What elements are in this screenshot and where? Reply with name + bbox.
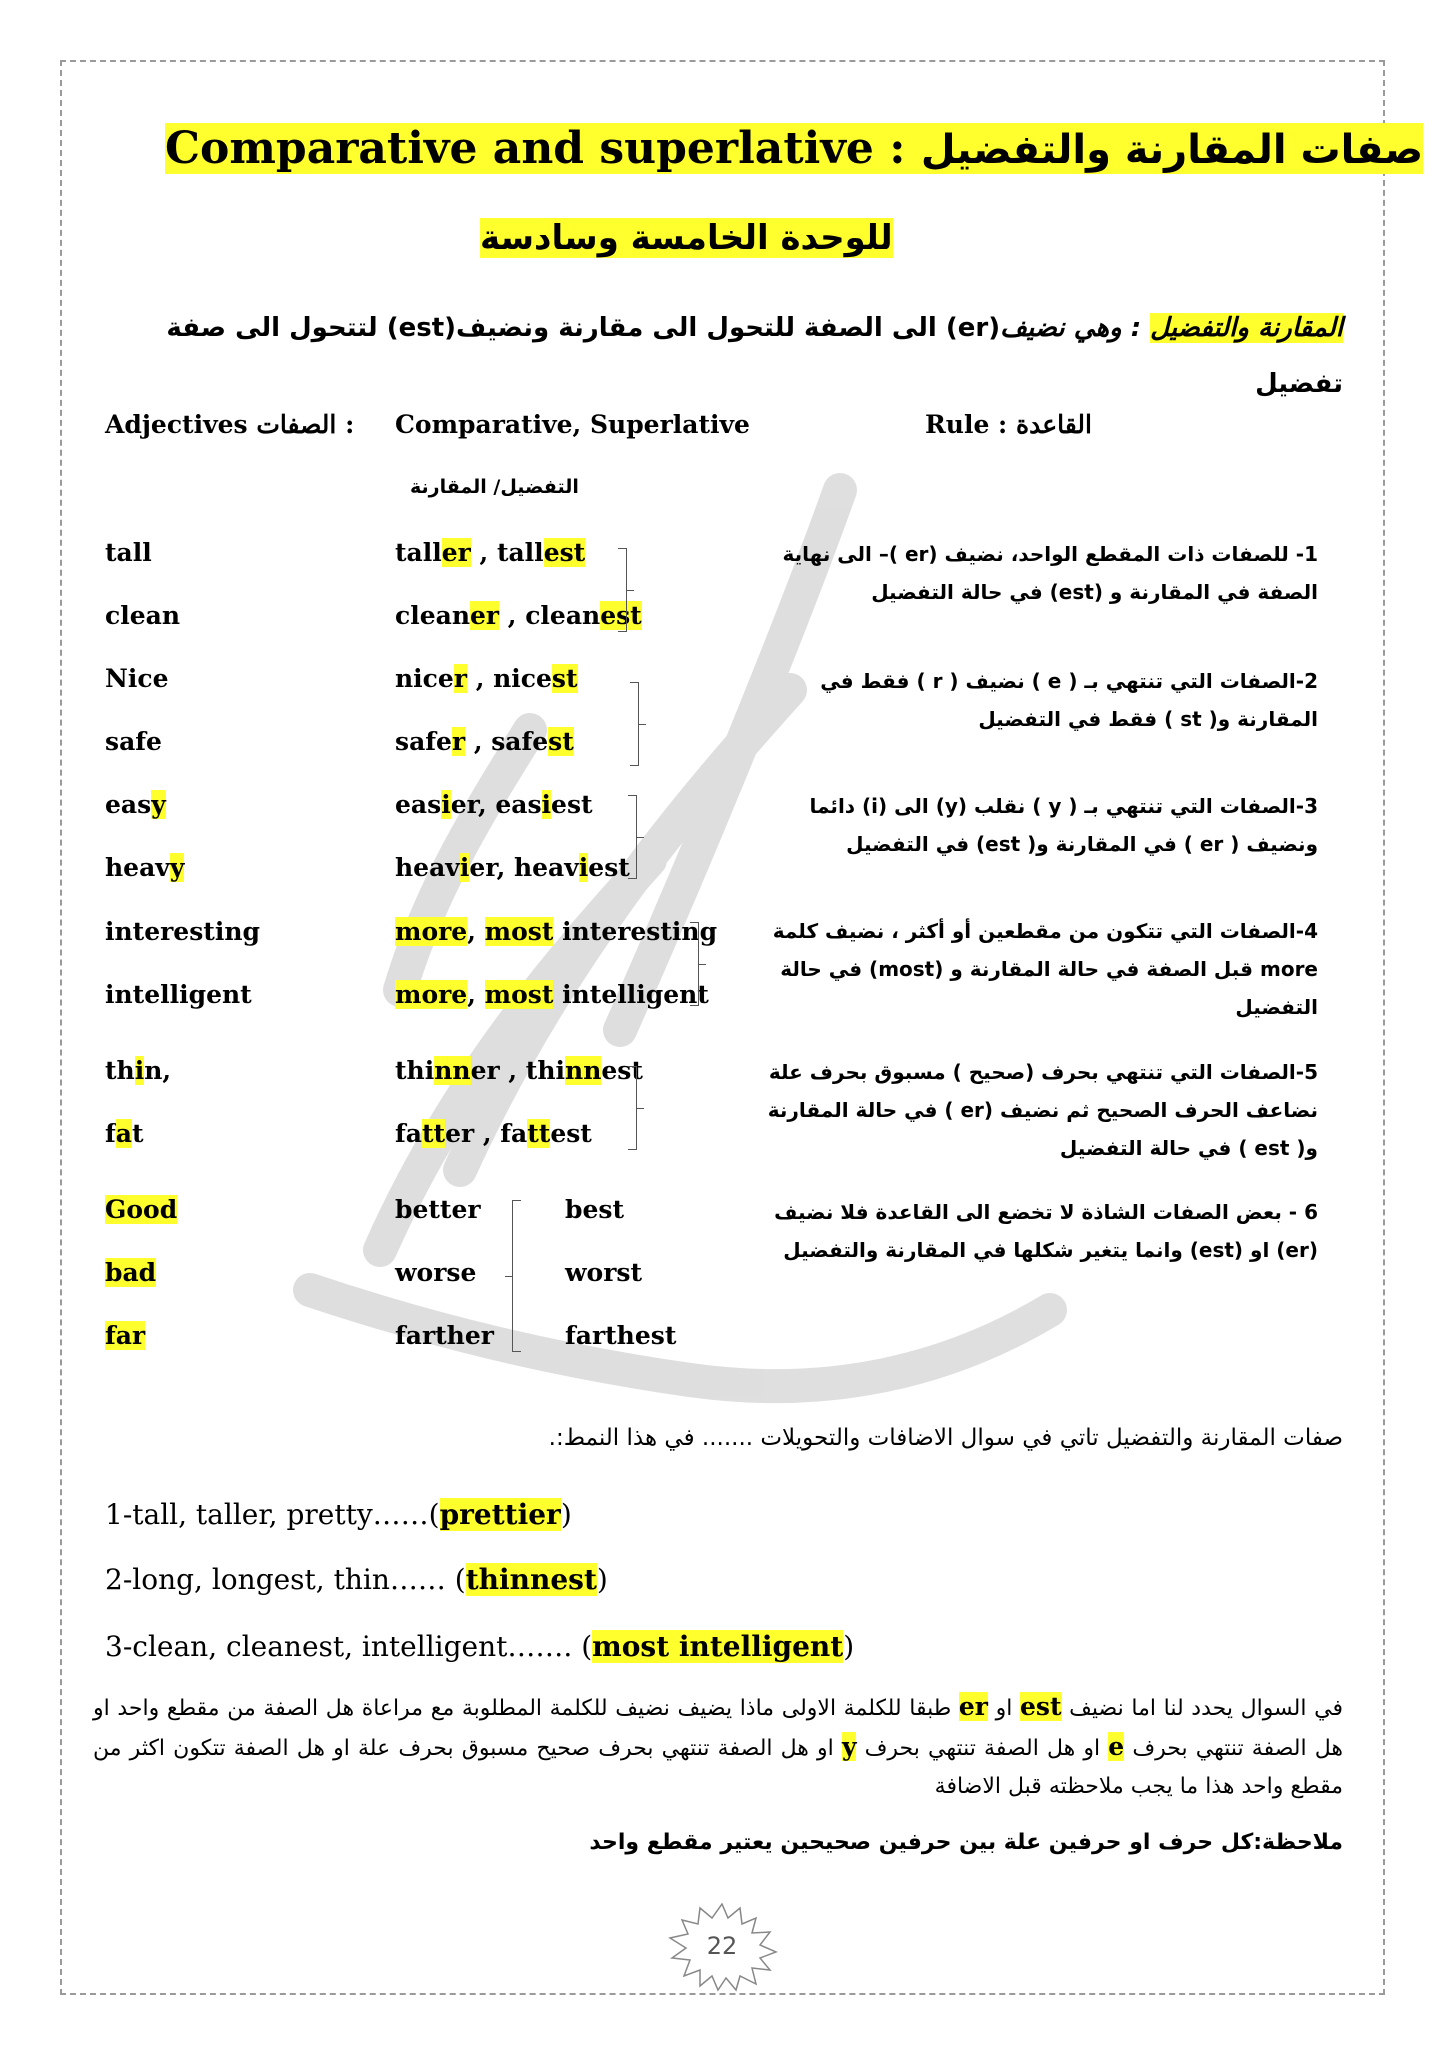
- example-2: 2-long, longest, thin…… (thinnest): [105, 1563, 608, 1596]
- bracket: [630, 682, 639, 766]
- table-row-form: more, most interesting: [395, 917, 718, 946]
- header-adjectives: Adjectives الصفات :: [105, 410, 355, 439]
- irregular-row: far: [105, 1321, 146, 1350]
- title-arabic: صفات المقارنة والتفضيل: [920, 127, 1424, 173]
- table-row-form: easier, easiest: [395, 790, 593, 819]
- table-row-form: more, most intelligent: [395, 980, 709, 1009]
- example-3: 3-clean, cleanest, intelligent……. (most intelligent): [105, 1630, 855, 1663]
- intro-paragraph: المقارنة والتفضيل : وهي نضيف(er) الى الصفة للتحول الى مقارنة ونضيف(est) لتتحول الى صفة تفضيل: [166, 313, 1343, 399]
- table-row: fat: [105, 1119, 144, 1148]
- table-row: Nice: [105, 664, 169, 693]
- title-english: Comparative and superlative :: [165, 123, 906, 174]
- exercise-note: صفات المقارنة والتفضيل تاتي في سوال الاضافات والتحويلات ....... في هذا النمط:.: [548, 1425, 1343, 1451]
- bracket: [512, 1200, 521, 1352]
- table-row: clean: [105, 601, 180, 630]
- header-rule: Rule : القاعدة: [925, 410, 1092, 439]
- rule-5: 5-الصفات التي تنتهي بحرف (صحيح ) مسبوق بحرف علة نضاعف الحرف الصحيح ثم نضيف (er ) في حالة المقارنة و( est ) في حالة التفضيل: [767, 1060, 1318, 1160]
- table-row-form: nicer , nicest: [395, 664, 578, 693]
- bracket: [628, 1066, 637, 1150]
- page-number-badge: 22: [660, 1900, 784, 1992]
- explanation-paragraph: في السوال يحدد لنا اما نضيف est او er طبقا للكلمة الاولى ماذا يضيف نضيف للكلمة المطلوبة مع مراعاة هل الصفة من مقطع واحد او هل الصفة تنتهي بحرف e او هل الصفة تنتهي بحرف y او هل الصفة تنتهي بحرف صحيح مسبوق بحرف علة او هل الصفة تتكون اكثر من مقطع واحد هذا ما يجب ملاحظته قبل الاضافة: [93, 1692, 1344, 1799]
- header-comparative: Comparative, Superlative: [395, 410, 750, 439]
- irregular-superlative: worst: [565, 1258, 642, 1287]
- header-comparative-arabic: التفضيل/ المقارنة: [410, 476, 579, 498]
- rule-3: 3-الصفات التي تنتهي بـ ( y ) نقلب (y) الى (i) دائما ونضيف ( er ) في المقارنة و( est) في التفضيل: [809, 794, 1318, 856]
- table-row-form: fatter , fattest: [395, 1119, 592, 1148]
- page-title: [165, 118, 1423, 181]
- intro-term: المقارنة والتفضيل: [1150, 313, 1343, 343]
- bracket: [628, 795, 637, 879]
- remark: ملاحظة:كل حرف او حرفين علة بين حرفين صحيحين يعتير مقطع واحد: [589, 1830, 1343, 1855]
- table-row: easy: [105, 790, 166, 819]
- table-row: interesting: [105, 917, 260, 946]
- table-row-form: safer , safest: [395, 727, 574, 756]
- bracket: [618, 548, 627, 632]
- table-row: tall: [105, 538, 152, 567]
- rule-4: 4-الصفات التي تتكون من مقطعين أو أكثر ، نضيف كلمة more قبل الصفة في حالة المقارنة و (most) في حالة التفضيل: [772, 919, 1318, 1019]
- irregular-row: bad: [105, 1258, 157, 1287]
- table-row: thin,: [105, 1056, 172, 1085]
- rule-1: 1- للصفات ذات المقطع الواحد، نضيف (er )– الى نهاية الصفة في المقارنة و (est) في حالة التفضيل: [782, 542, 1318, 604]
- page-subtitle: للوحدة الخامسة وسادسة: [480, 218, 893, 258]
- rule-2: 2-الصفات التي تنتهي بـ ( e ) نضيف ( r ) فقط في المقارنة و( st ) فقط في التفضيل: [820, 669, 1318, 731]
- example-1: 1-tall, taller, pretty……(prettier): [105, 1498, 572, 1531]
- irregular-comparative: better: [395, 1195, 481, 1224]
- irregular-superlative: best: [565, 1195, 625, 1224]
- table-row-form: taller , tallest: [395, 538, 586, 567]
- irregular-comparative: farther: [395, 1321, 494, 1350]
- irregular-row: Good: [105, 1195, 178, 1224]
- irregular-superlative: farthest: [565, 1321, 677, 1350]
- table-row: intelligent: [105, 980, 252, 1009]
- rule-6: 6 - بعض الصفات الشاذة لا تخضع الى القاعدة فلا نضيف (er) او (est) وانما يتغير شكلها في المقارنة والتفضيل: [774, 1200, 1318, 1262]
- table-row: safe: [105, 727, 162, 756]
- table-row-form: thinner , thinnest: [395, 1056, 643, 1085]
- table-row-form: cleaner , cleanest: [395, 601, 642, 630]
- irregular-comparative: worse: [395, 1258, 477, 1287]
- table-row: heavy: [105, 853, 185, 882]
- bracket: [690, 922, 699, 1006]
- table-row-form: heavier, heaviest: [395, 853, 630, 882]
